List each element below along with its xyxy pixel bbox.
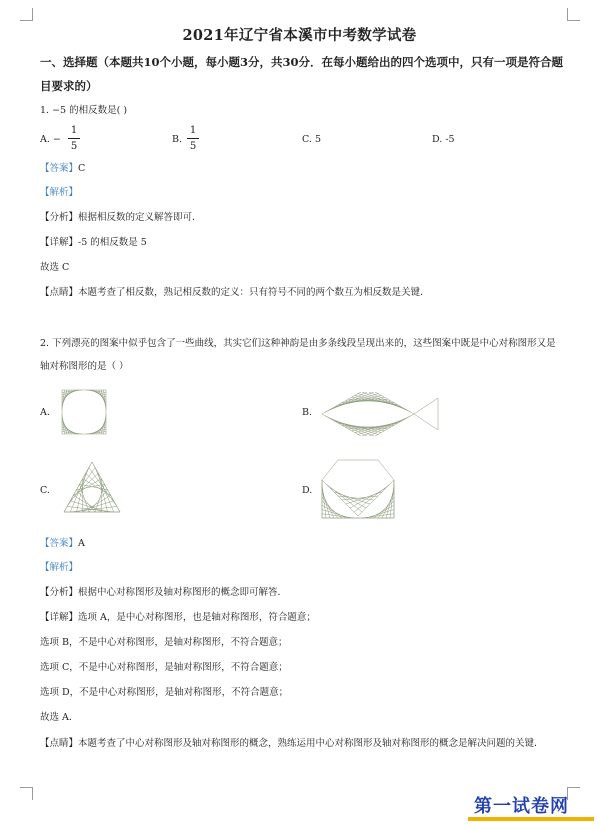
q1-option-c: C. 5: [302, 134, 322, 145]
figure-stroke: [378, 460, 394, 480]
fenxi-text: 根据中心对称图形及轴对称图形的概念即可解答．: [78, 587, 288, 598]
q2-conclusion: 故选 A．: [40, 712, 79, 723]
figure-stroke: [70, 468, 89, 512]
answer-value: C: [78, 163, 86, 174]
q1-option-d: D. -5: [432, 134, 455, 145]
figure-stroke: [76, 501, 113, 512]
q1-option-a-label: A. −: [40, 134, 61, 145]
q2-option-c-label: C.: [40, 485, 50, 496]
answer-tag: 【答案】: [40, 538, 79, 549]
figure-stroke: [322, 460, 338, 480]
page-corner-mark: [567, 8, 580, 21]
q1-answer: [40, 162, 85, 176]
figure-stroke: [322, 488, 330, 518]
fraction-bar: [68, 138, 80, 139]
q1-fenxi: [40, 211, 202, 225]
q2-stem: 2. 下列漂亮的图案中似乎包含了一些曲线，其实它们这种神韵是由多条线段呈现出来的，这些图案中既是中心对称图形又是轴对称图形的是（ ）: [40, 338, 556, 372]
q1-analysis-tag: 【解析】: [40, 187, 79, 198]
q1-conclusion: 故选 C: [40, 262, 70, 273]
section-header: 一、选择题（本题共10个小题，每小题3分，共30分．在每小题给出的四个选项中，只有一项是符合题目要求的）: [40, 55, 564, 93]
q2-option-d-label: D.: [302, 485, 313, 496]
q2-figure-c-triangle: [62, 460, 122, 516]
xiangjie-text: 选项 A，是中心对称图形，也是轴对称图形，符合题意；: [78, 612, 316, 623]
fraction-numerator: 1: [189, 125, 197, 136]
q2-line-b: 选项 B，不是中心对称图形，是轴对称图形，不符合题意；: [40, 637, 288, 648]
figure-stroke: [322, 414, 368, 436]
figure-stroke: [95, 468, 114, 512]
figure-stroke: [414, 398, 438, 414]
dianjing-text: 本题考查了中心对称图形及轴对称图形的概念，熟练运用中心对称图形及轴对称图形的概念是解决问题的关键．: [78, 738, 544, 749]
page-corner-mark: [20, 787, 33, 800]
watermark-underline: [468, 817, 594, 821]
page-title: 2021年辽宁省本溪市中考数学试卷: [182, 27, 417, 44]
xiangjie-text: -5 的相反数是 5: [78, 237, 147, 248]
dianjing-tag: 【点睛】: [40, 287, 79, 298]
figure-stroke: [386, 488, 394, 518]
q2-line-d: 选项 D，不是中心对称图形，是轴对称图形，不符合题意；: [40, 687, 289, 698]
q2-answer: [40, 537, 85, 551]
fenxi-text: 根据相反数的定义解答即可．: [78, 212, 202, 223]
q1-option-b-label: B.: [172, 134, 183, 145]
q2-figure-d-cup: [318, 458, 398, 520]
q2-analysis-tag: 【解析】: [40, 562, 79, 573]
q1-stem: 1. −5 的相反数是( ): [40, 105, 128, 116]
q2-fenxi: [40, 586, 287, 600]
watermark-logo: 第一试卷网: [474, 796, 569, 817]
fraction-denominator: 5: [70, 141, 78, 152]
q2-figure-b-fish: [320, 392, 440, 436]
fenxi-tag: 【分析】: [40, 212, 79, 223]
dianjing-text: 本题考查了相反数，熟记相反数的定义：只有符号不同的两个数互为相反数是关键．: [78, 287, 430, 298]
q1-xiangjie: [40, 236, 147, 250]
xiangjie-tag: 【详解】: [40, 237, 79, 248]
fenxi-tag: 【分析】: [40, 587, 79, 598]
q2-figure-a-star-curve: [60, 388, 108, 436]
dianjing-tag: 【点睛】: [40, 738, 79, 749]
q2-line-c: 选项 C，不是中心对称图形，是轴对称图形，不符合题意；: [40, 662, 288, 673]
figure-stroke: [414, 414, 438, 430]
figure-stroke: [368, 414, 414, 436]
answer-value: A: [78, 538, 85, 549]
figure-stroke: [70, 501, 107, 512]
figure-stroke: [368, 392, 414, 414]
q2-option-a-label: A.: [40, 407, 50, 418]
page-corner-mark: [20, 8, 33, 21]
q1-option-b-fraction: [187, 124, 199, 153]
q1-dianjing: [40, 286, 430, 300]
q2-option-b-label: B.: [302, 407, 313, 418]
q1-option-a-fraction: [68, 124, 80, 153]
q2-dianjing: [40, 733, 565, 755]
figure-stroke: [322, 392, 368, 414]
q2-xiangjie: [40, 611, 316, 625]
xiangjie-tag: 【详解】: [40, 612, 79, 623]
answer-tag: 【答案】: [40, 163, 79, 174]
fraction-denominator: 5: [189, 141, 197, 152]
fraction-numerator: 1: [70, 125, 78, 136]
fraction-bar: [187, 138, 199, 139]
